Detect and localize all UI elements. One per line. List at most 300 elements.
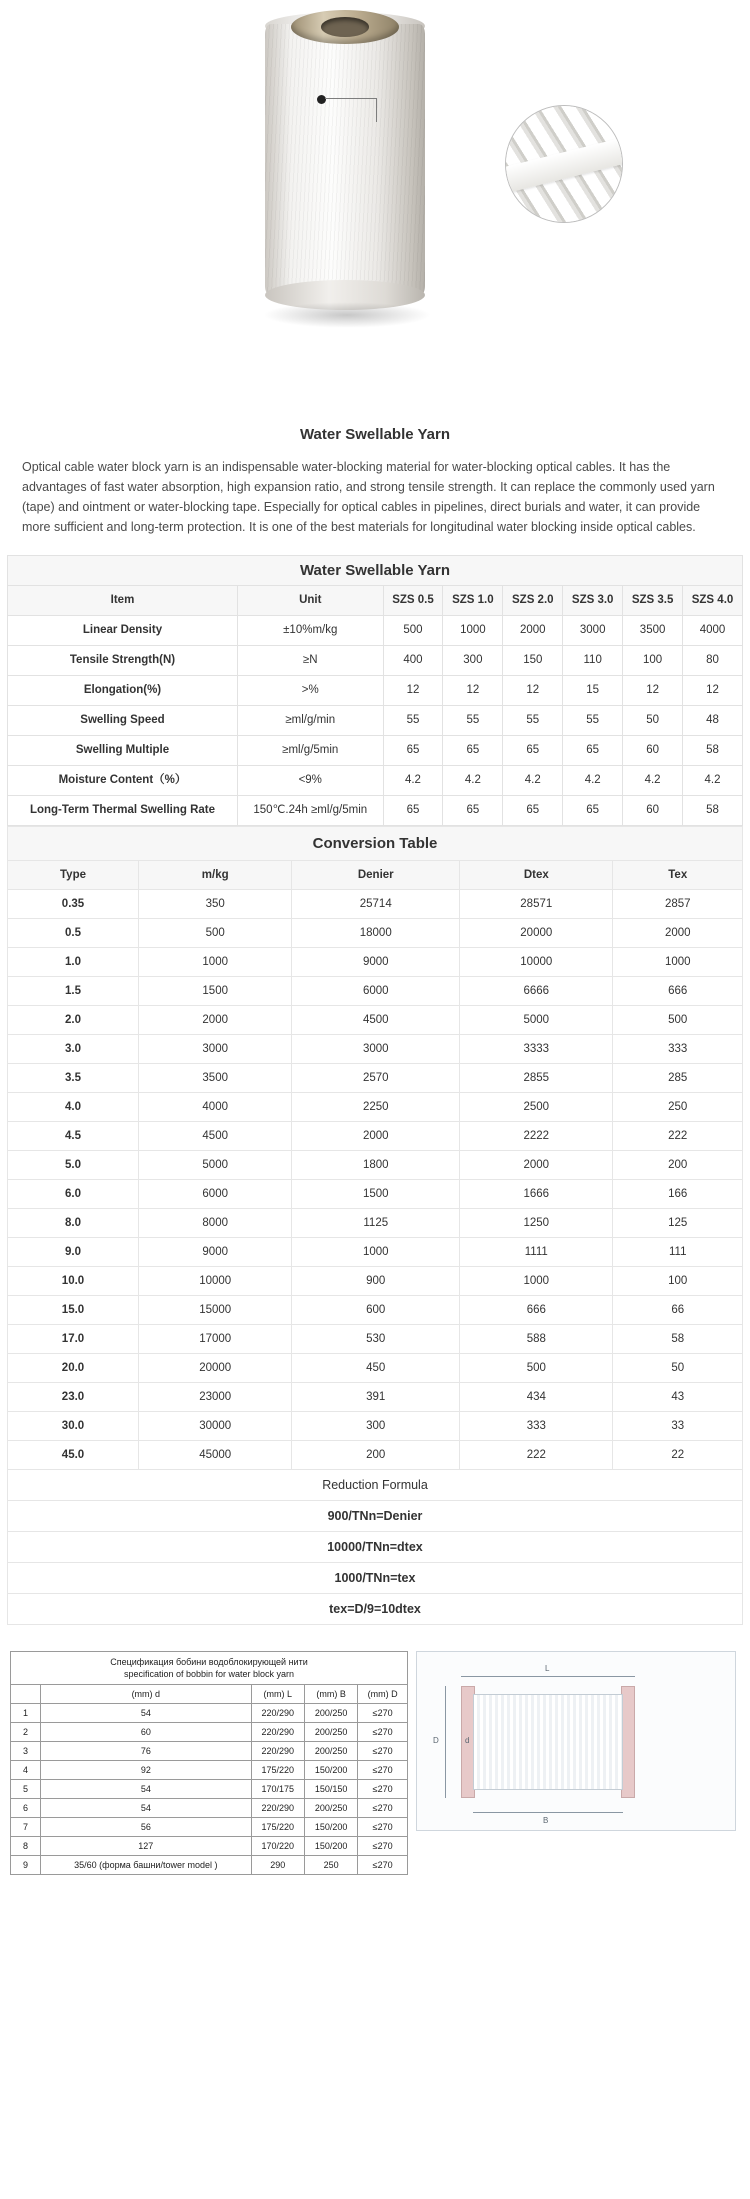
conv-cell-dtex: 28571 bbox=[460, 890, 613, 919]
bobbin-cell-d: 54 bbox=[41, 1780, 252, 1799]
bobbin-cell-b: 150/200 bbox=[304, 1837, 357, 1856]
bobbin-cell-l: 220/290 bbox=[251, 1742, 304, 1761]
spec-row-label: Tensile Strength(N) bbox=[8, 646, 238, 676]
spec-cell: 4.2 bbox=[683, 766, 743, 796]
spec-cell: 60 bbox=[623, 796, 683, 826]
bobbin-illustration bbox=[255, 10, 435, 380]
conv-cell-type: 23.0 bbox=[8, 1383, 139, 1412]
table-row bbox=[8, 1006, 743, 1035]
formula-row bbox=[8, 1563, 743, 1594]
table-row bbox=[8, 1093, 743, 1122]
bobbin-cell-d: 35/60 (форма башни/tower model ) bbox=[41, 1856, 252, 1875]
bobbin-cell-b: 150/200 bbox=[304, 1818, 357, 1837]
spec-cell: 50 bbox=[623, 706, 683, 736]
conv-cell-denier: 1800 bbox=[292, 1151, 460, 1180]
callout-dot-icon bbox=[317, 95, 326, 104]
table-row bbox=[8, 1035, 743, 1064]
formula-dtex: 10000/TNn=dtex bbox=[8, 1532, 743, 1563]
table-row bbox=[8, 646, 743, 676]
bobbin-cell-d: 56 bbox=[41, 1818, 252, 1837]
conv-cell-denier: 2000 bbox=[292, 1122, 460, 1151]
yarn-closeup-circle bbox=[505, 105, 623, 223]
spec-row-label: Moisture Content（%） bbox=[8, 766, 238, 796]
table-row bbox=[8, 706, 743, 736]
bobbin-cell-l: 175/220 bbox=[251, 1818, 304, 1837]
table-row bbox=[8, 1180, 743, 1209]
conv-cell-tex: 250 bbox=[613, 1093, 743, 1122]
conv-cell-tex: 125 bbox=[613, 1209, 743, 1238]
formula-tex: 1000/TNn=tex bbox=[8, 1563, 743, 1594]
spec-cell: 55 bbox=[503, 706, 563, 736]
conv-cell-dtex: 588 bbox=[460, 1325, 613, 1354]
table-row bbox=[11, 1837, 408, 1856]
spec-header-szs40: SZS 4.0 bbox=[683, 586, 743, 616]
bobbin-header-b: (mm) B bbox=[304, 1685, 357, 1704]
conv-cell-dtex: 222 bbox=[460, 1441, 613, 1470]
spec-header-szs10: SZS 1.0 bbox=[443, 586, 503, 616]
bobbin-shadow bbox=[263, 302, 431, 328]
conv-header-tex: Tex bbox=[613, 861, 743, 890]
conv-cell-mkg: 8000 bbox=[139, 1209, 292, 1238]
conv-cell-tex: 50 bbox=[613, 1354, 743, 1383]
conv-cell-tex: 333 bbox=[613, 1035, 743, 1064]
conv-cell-mkg: 15000 bbox=[139, 1296, 292, 1325]
conv-cell-tex: 285 bbox=[613, 1064, 743, 1093]
conv-cell-dtex: 20000 bbox=[460, 919, 613, 948]
conv-cell-denier: 3000 bbox=[292, 1035, 460, 1064]
bobbin-flange-right bbox=[621, 1686, 635, 1798]
formula-row bbox=[8, 1594, 743, 1625]
conv-cell-denier: 9000 bbox=[292, 948, 460, 977]
bobbin-cell-d: 76 bbox=[41, 1742, 252, 1761]
spec-cell: 65 bbox=[503, 736, 563, 766]
bobbin-cell-b: 150/200 bbox=[304, 1761, 357, 1780]
conv-header-type: Type bbox=[8, 861, 139, 890]
spec-cell: 55 bbox=[563, 706, 623, 736]
spec-cell: 3500 bbox=[623, 616, 683, 646]
table-row bbox=[8, 796, 743, 826]
spec-row-label: Elongation(%) bbox=[8, 676, 238, 706]
spec-cell: 100 bbox=[623, 646, 683, 676]
bobbin-header-d: (mm) d bbox=[41, 1685, 252, 1704]
conv-cell-denier: 530 bbox=[292, 1325, 460, 1354]
conv-cell-type: 8.0 bbox=[8, 1209, 139, 1238]
bobbin-cell-index: 6 bbox=[11, 1799, 41, 1818]
spec-cell: 400 bbox=[383, 646, 443, 676]
conv-cell-type: 1.0 bbox=[8, 948, 139, 977]
conv-cell-dtex: 434 bbox=[460, 1383, 613, 1412]
spec-cell: 4.2 bbox=[503, 766, 563, 796]
spec-row-unit: >% bbox=[237, 676, 383, 706]
callout-line-vertical bbox=[376, 98, 377, 122]
bobbin-core bbox=[291, 10, 399, 44]
table-row bbox=[11, 1799, 408, 1818]
bobbin-cell-dia: ≤270 bbox=[358, 1761, 408, 1780]
table-row bbox=[8, 890, 743, 919]
conv-cell-denier: 4500 bbox=[292, 1006, 460, 1035]
table-row bbox=[8, 1412, 743, 1441]
bobbin-cell-dia: ≤270 bbox=[358, 1723, 408, 1742]
callout-line bbox=[325, 98, 377, 99]
page-title: Water Swellable Yarn bbox=[299, 426, 451, 443]
spec-row-unit: <9% bbox=[237, 766, 383, 796]
bobbin-cell-l: 220/290 bbox=[251, 1799, 304, 1818]
bobbin-cell-index: 4 bbox=[11, 1761, 41, 1780]
conv-cell-mkg: 6000 bbox=[139, 1180, 292, 1209]
conversion-header-row bbox=[8, 861, 743, 890]
spec-cell: 4.2 bbox=[623, 766, 683, 796]
spec-cell: 110 bbox=[563, 646, 623, 676]
conv-cell-dtex: 1111 bbox=[460, 1238, 613, 1267]
conv-cell-denier: 1125 bbox=[292, 1209, 460, 1238]
bobbin-cell-l: 220/290 bbox=[251, 1704, 304, 1723]
conv-cell-mkg: 23000 bbox=[139, 1383, 292, 1412]
bobbin-cell-index: 9 bbox=[11, 1856, 41, 1875]
table-row bbox=[11, 1742, 408, 1761]
bobbin-cell-dia: ≤270 bbox=[358, 1799, 408, 1818]
conv-cell-type: 4.5 bbox=[8, 1122, 139, 1151]
spec-cell: 65 bbox=[443, 736, 503, 766]
diagram-label-L: L bbox=[545, 1664, 550, 1673]
conv-cell-denier: 300 bbox=[292, 1412, 460, 1441]
conv-cell-mkg: 2000 bbox=[139, 1006, 292, 1035]
spec-table-caption: Water Swellable Yarn bbox=[8, 556, 743, 586]
bobbin-cell-index: 2 bbox=[11, 1723, 41, 1742]
bobbin-cell-dia: ≤270 bbox=[358, 1856, 408, 1875]
bobbin-title-row bbox=[11, 1652, 408, 1685]
table-row bbox=[8, 1296, 743, 1325]
bobbin-cell-l: 290 bbox=[251, 1856, 304, 1875]
bobbin-cell-l: 175/220 bbox=[251, 1761, 304, 1780]
bobbin-title-en: specification of bobbin for water block yarn bbox=[123, 1669, 295, 1679]
bobbin-core-hole bbox=[321, 17, 369, 37]
spec-cell: 12 bbox=[683, 676, 743, 706]
spec-cell: 4000 bbox=[683, 616, 743, 646]
bobbin-cell-l: 170/220 bbox=[251, 1837, 304, 1856]
spec-row-unit: ±10%m/kg bbox=[237, 616, 383, 646]
conv-cell-mkg: 3000 bbox=[139, 1035, 292, 1064]
conv-cell-tex: 58 bbox=[613, 1325, 743, 1354]
spec-header-item: Item bbox=[8, 586, 238, 616]
spec-header-szs05: SZS 0.5 bbox=[383, 586, 443, 616]
conv-cell-mkg: 1000 bbox=[139, 948, 292, 977]
spec-cell: 4.2 bbox=[383, 766, 443, 796]
bobbin-cell-dia: ≤270 bbox=[358, 1742, 408, 1761]
bobbin-cell-b: 200/250 bbox=[304, 1799, 357, 1818]
bobbin-title-cell bbox=[11, 1652, 408, 1685]
conv-cell-type: 3.5 bbox=[8, 1064, 139, 1093]
conv-cell-type: 1.5 bbox=[8, 977, 139, 1006]
conv-cell-type: 45.0 bbox=[8, 1441, 139, 1470]
diagram-label-B: B bbox=[543, 1816, 549, 1825]
table-row bbox=[8, 1064, 743, 1093]
spec-header-szs35: SZS 3.5 bbox=[623, 586, 683, 616]
conv-cell-denier: 391 bbox=[292, 1383, 460, 1412]
conv-cell-mkg: 10000 bbox=[139, 1267, 292, 1296]
bobbin-winding-body bbox=[473, 1694, 623, 1790]
conv-cell-denier: 1000 bbox=[292, 1238, 460, 1267]
bobbin-cell-dia: ≤270 bbox=[358, 1780, 408, 1799]
table-row bbox=[8, 766, 743, 796]
table-row bbox=[11, 1723, 408, 1742]
conv-cell-type: 2.0 bbox=[8, 1006, 139, 1035]
conv-cell-mkg: 350 bbox=[139, 890, 292, 919]
conv-cell-denier: 2250 bbox=[292, 1093, 460, 1122]
conv-cell-tex: 2857 bbox=[613, 890, 743, 919]
spec-row-unit: ≥N bbox=[237, 646, 383, 676]
conv-cell-tex: 111 bbox=[613, 1238, 743, 1267]
bobbin-dimension-diagram bbox=[416, 1651, 736, 1831]
conv-cell-mkg: 500 bbox=[139, 919, 292, 948]
conv-cell-dtex: 666 bbox=[460, 1296, 613, 1325]
spec-cell: 12 bbox=[503, 676, 563, 706]
conv-cell-type: 30.0 bbox=[8, 1412, 139, 1441]
conv-cell-tex: 500 bbox=[613, 1006, 743, 1035]
conv-cell-dtex: 333 bbox=[460, 1412, 613, 1441]
conv-cell-type: 5.0 bbox=[8, 1151, 139, 1180]
dimension-line-length bbox=[461, 1676, 635, 1677]
spec-cell: 2000 bbox=[503, 616, 563, 646]
spec-cell: 80 bbox=[683, 646, 743, 676]
bobbin-header-dia: (mm) D bbox=[358, 1685, 408, 1704]
spec-cell: 12 bbox=[623, 676, 683, 706]
conv-cell-denier: 600 bbox=[292, 1296, 460, 1325]
bobbin-header-row bbox=[11, 1685, 408, 1704]
spec-row-unit: ≥ml/g/5min bbox=[237, 736, 383, 766]
conv-cell-type: 10.0 bbox=[8, 1267, 139, 1296]
spec-cell: 12 bbox=[443, 676, 503, 706]
conv-header-dtex: Dtex bbox=[460, 861, 613, 890]
spec-cell: 4.2 bbox=[563, 766, 623, 796]
conv-cell-type: 4.0 bbox=[8, 1093, 139, 1122]
conv-header-mkg: m/kg bbox=[139, 861, 292, 890]
bobbin-cell-b: 150/150 bbox=[304, 1780, 357, 1799]
conv-cell-type: 20.0 bbox=[8, 1354, 139, 1383]
conv-cell-denier: 900 bbox=[292, 1267, 460, 1296]
spec-cell: 3000 bbox=[563, 616, 623, 646]
spec-cell: 65 bbox=[563, 736, 623, 766]
table-row bbox=[11, 1704, 408, 1723]
table-row bbox=[8, 736, 743, 766]
conv-cell-denier: 450 bbox=[292, 1354, 460, 1383]
conv-cell-tex: 43 bbox=[613, 1383, 743, 1412]
bobbin-cell-index: 7 bbox=[11, 1818, 41, 1837]
conv-cell-tex: 1000 bbox=[613, 948, 743, 977]
conv-cell-mkg: 1500 bbox=[139, 977, 292, 1006]
spec-table bbox=[7, 555, 743, 826]
conv-cell-type: 0.35 bbox=[8, 890, 139, 919]
bobbin-cell-b: 250 bbox=[304, 1856, 357, 1875]
spec-cell: 500 bbox=[383, 616, 443, 646]
table-row bbox=[8, 1122, 743, 1151]
table-row bbox=[8, 1354, 743, 1383]
spec-cell: 1000 bbox=[443, 616, 503, 646]
conv-cell-tex: 33 bbox=[613, 1412, 743, 1441]
spec-cell: 300 bbox=[443, 646, 503, 676]
conv-cell-type: 17.0 bbox=[8, 1325, 139, 1354]
conv-cell-tex: 22 bbox=[613, 1441, 743, 1470]
conv-cell-dtex: 1000 bbox=[460, 1267, 613, 1296]
bobbin-cell-b: 200/250 bbox=[304, 1723, 357, 1742]
bobbin-header-index bbox=[11, 1685, 41, 1704]
bobbin-spec-block bbox=[0, 1625, 750, 1899]
bobbin-spec-table bbox=[10, 1651, 408, 1875]
bobbin-cell-index: 3 bbox=[11, 1742, 41, 1761]
conv-cell-dtex: 1250 bbox=[460, 1209, 613, 1238]
conv-cell-mkg: 17000 bbox=[139, 1325, 292, 1354]
spec-cell: 58 bbox=[683, 796, 743, 826]
bobbin-cell-index: 1 bbox=[11, 1704, 41, 1723]
bobbin-cell-dia: ≤270 bbox=[358, 1837, 408, 1856]
table-row bbox=[11, 1818, 408, 1837]
spec-row-label: Swelling Speed bbox=[8, 706, 238, 736]
conv-cell-tex: 2000 bbox=[613, 919, 743, 948]
conv-header-denier: Denier bbox=[292, 861, 460, 890]
spec-cell: 65 bbox=[503, 796, 563, 826]
conv-cell-dtex: 6666 bbox=[460, 977, 613, 1006]
conv-cell-dtex: 3333 bbox=[460, 1035, 613, 1064]
conv-cell-denier: 18000 bbox=[292, 919, 460, 948]
conv-cell-denier: 6000 bbox=[292, 977, 460, 1006]
conv-cell-dtex: 1666 bbox=[460, 1180, 613, 1209]
spec-cell: 150 bbox=[503, 646, 563, 676]
spec-row-label: Linear Density bbox=[8, 616, 238, 646]
table-row bbox=[8, 1383, 743, 1412]
conv-cell-dtex: 2222 bbox=[460, 1122, 613, 1151]
conv-cell-tex: 222 bbox=[613, 1122, 743, 1151]
bobbin-cell-d: 60 bbox=[41, 1723, 252, 1742]
table-row bbox=[8, 1238, 743, 1267]
diagram-label-D: D bbox=[433, 1736, 439, 1745]
bobbin-cell-dia: ≤270 bbox=[358, 1818, 408, 1837]
bobbin-cell-d: 127 bbox=[41, 1837, 252, 1856]
spec-header-szs20: SZS 2.0 bbox=[503, 586, 563, 616]
conv-cell-dtex: 2500 bbox=[460, 1093, 613, 1122]
formula-row bbox=[8, 1532, 743, 1563]
spec-row-label: Swelling Multiple bbox=[8, 736, 238, 766]
conversion-table bbox=[7, 826, 743, 1625]
conv-cell-denier: 25714 bbox=[292, 890, 460, 919]
conv-cell-dtex: 10000 bbox=[460, 948, 613, 977]
bobbin-cell-b: 200/250 bbox=[304, 1704, 357, 1723]
table-row bbox=[8, 1209, 743, 1238]
spec-cell: 15 bbox=[563, 676, 623, 706]
conv-cell-type: 3.0 bbox=[8, 1035, 139, 1064]
table-row bbox=[8, 676, 743, 706]
conv-cell-mkg: 9000 bbox=[139, 1238, 292, 1267]
conv-cell-denier: 1500 bbox=[292, 1180, 460, 1209]
diagram-label-d: d bbox=[465, 1736, 470, 1745]
conv-cell-mkg: 20000 bbox=[139, 1354, 292, 1383]
conv-cell-tex: 66 bbox=[613, 1296, 743, 1325]
spec-table-header-row bbox=[8, 586, 743, 616]
formula-row bbox=[8, 1501, 743, 1532]
bobbin-cell-index: 5 bbox=[11, 1780, 41, 1799]
spec-cell: 55 bbox=[443, 706, 503, 736]
dimension-line-diameter bbox=[445, 1686, 446, 1798]
hero-image bbox=[0, 0, 750, 420]
table-row bbox=[11, 1780, 408, 1799]
bobbin-cell-b: 200/250 bbox=[304, 1742, 357, 1761]
formula-denier: 900/TNn=Denier bbox=[8, 1501, 743, 1532]
conv-cell-denier: 200 bbox=[292, 1441, 460, 1470]
bobbin-cell-dia: ≤270 bbox=[358, 1704, 408, 1723]
spec-cell: 58 bbox=[683, 736, 743, 766]
conversion-caption-row bbox=[8, 827, 743, 861]
spec-cell: 12 bbox=[383, 676, 443, 706]
spec-table-caption-row bbox=[8, 556, 743, 586]
table-row bbox=[8, 1441, 743, 1470]
conv-cell-tex: 200 bbox=[613, 1151, 743, 1180]
spec-cell: 65 bbox=[443, 796, 503, 826]
table-row bbox=[8, 919, 743, 948]
product-description: Optical cable water block yarn is an indispensable water-blocking material for water-blocking optical cables. It has the advantages of fast water absorption, high expansion ratio, and strong tensile strength. It can replace the commonly used yarn (tape) and ointment or water-blocking tape. Especially for optical cables in pipelines, direct burials and water, it can provide more sufficient and long-term protection. It is one of the best materials for longitudinal water blocking inside optical cables. bbox=[22, 460, 715, 534]
conv-cell-type: 6.0 bbox=[8, 1180, 139, 1209]
table-row bbox=[8, 616, 743, 646]
conv-cell-tex: 100 bbox=[613, 1267, 743, 1296]
spec-header-szs30: SZS 3.0 bbox=[563, 586, 623, 616]
conv-cell-denier: 2570 bbox=[292, 1064, 460, 1093]
table-row bbox=[8, 1151, 743, 1180]
conv-cell-mkg: 45000 bbox=[139, 1441, 292, 1470]
conv-cell-tex: 666 bbox=[613, 977, 743, 1006]
conv-cell-type: 0.5 bbox=[8, 919, 139, 948]
table-row bbox=[8, 977, 743, 1006]
spec-cell: 65 bbox=[383, 796, 443, 826]
table-row bbox=[11, 1761, 408, 1780]
bobbin-cell-index: 8 bbox=[11, 1837, 41, 1856]
conv-cell-type: 9.0 bbox=[8, 1238, 139, 1267]
spec-row-unit: ≥ml/g/min bbox=[237, 706, 383, 736]
spec-cell: 60 bbox=[623, 736, 683, 766]
conversion-table-caption: Conversion Table bbox=[8, 827, 743, 861]
spec-row-unit: 150℃.24h ≥ml/g/5min bbox=[237, 796, 383, 826]
conv-cell-tex: 166 bbox=[613, 1180, 743, 1209]
conv-cell-dtex: 500 bbox=[460, 1354, 613, 1383]
bobbin-cell-d: 54 bbox=[41, 1704, 252, 1723]
spec-header-unit: Unit bbox=[237, 586, 383, 616]
table-row bbox=[8, 1267, 743, 1296]
spec-cell: 4.2 bbox=[443, 766, 503, 796]
bobbin-header-l: (mm) L bbox=[251, 1685, 304, 1704]
spec-cell: 55 bbox=[383, 706, 443, 736]
bobbin-cell-l: 220/290 bbox=[251, 1723, 304, 1742]
conv-cell-mkg: 4000 bbox=[139, 1093, 292, 1122]
conv-cell-dtex: 2855 bbox=[460, 1064, 613, 1093]
table-row bbox=[8, 948, 743, 977]
conv-cell-mkg: 4500 bbox=[139, 1122, 292, 1151]
spec-cell: 65 bbox=[563, 796, 623, 826]
spec-row-label: Long-Term Thermal Swelling Rate bbox=[8, 796, 238, 826]
dimension-line-width bbox=[473, 1812, 623, 1813]
bobbin-title-ru: Спецификация бобини водоблокирующей нити bbox=[110, 1657, 308, 1667]
table-row bbox=[11, 1856, 408, 1875]
conv-cell-mkg: 5000 bbox=[139, 1151, 292, 1180]
conv-cell-mkg: 3500 bbox=[139, 1064, 292, 1093]
conv-cell-dtex: 5000 bbox=[460, 1006, 613, 1035]
conv-cell-type: 15.0 bbox=[8, 1296, 139, 1325]
bobbin-cell-d: 54 bbox=[41, 1799, 252, 1818]
spec-cell: 48 bbox=[683, 706, 743, 736]
conversion-table-block bbox=[0, 826, 750, 1625]
bobbin-cell-l: 170/175 bbox=[251, 1780, 304, 1799]
spec-cell: 65 bbox=[383, 736, 443, 766]
conv-cell-mkg: 30000 bbox=[139, 1412, 292, 1441]
conv-cell-dtex: 2000 bbox=[460, 1151, 613, 1180]
reduction-formula-title: Reduction Formula bbox=[8, 1470, 743, 1501]
reduction-formula-title-row bbox=[8, 1470, 743, 1501]
bobbin-body bbox=[265, 24, 425, 296]
